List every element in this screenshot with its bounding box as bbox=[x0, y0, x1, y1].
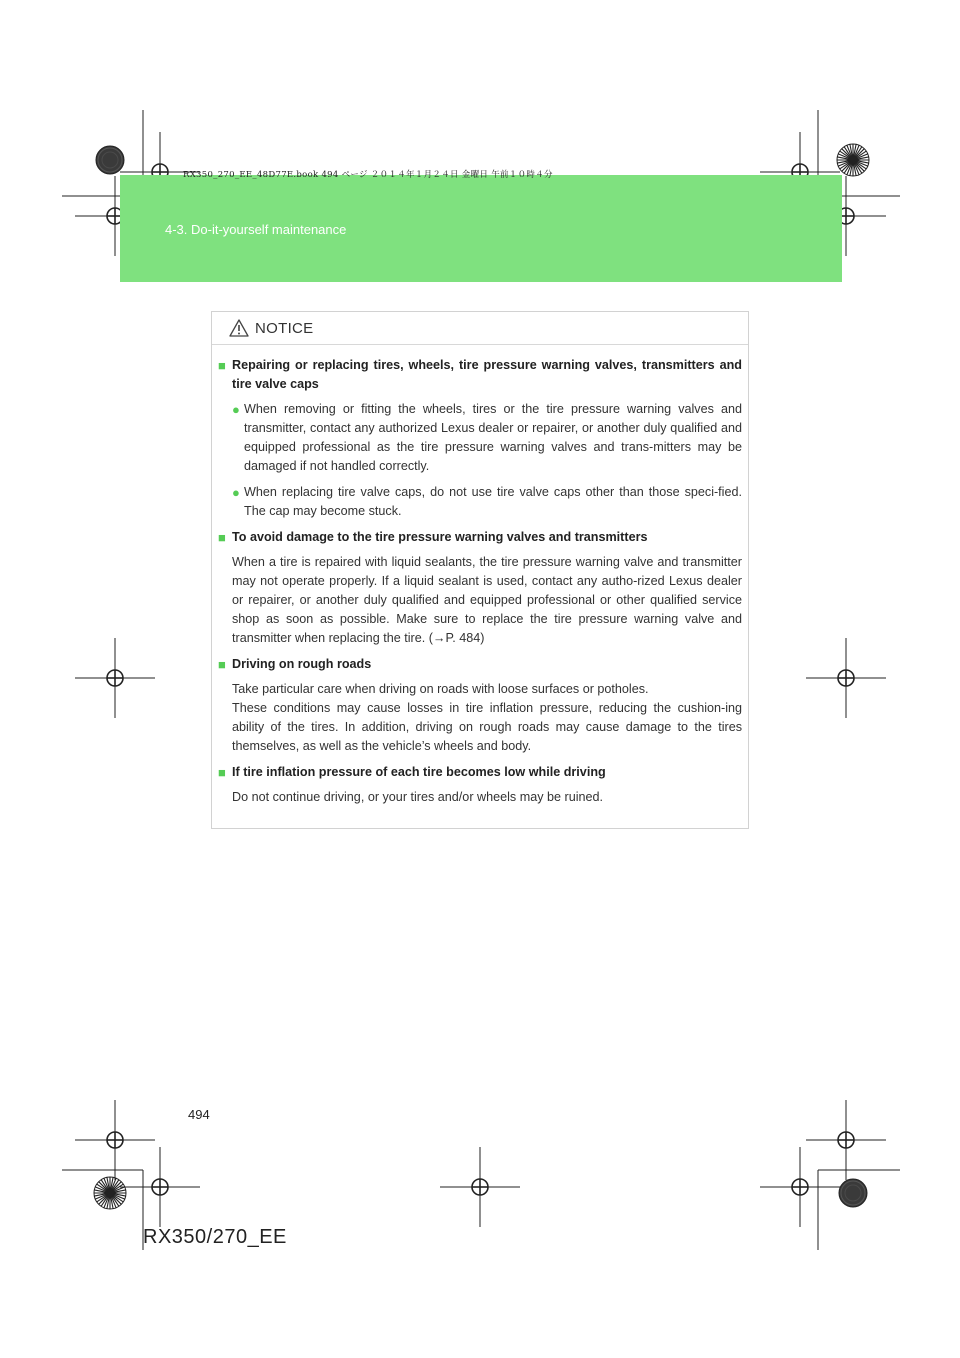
print-info: RX350_270_EE_48D77E.book 494 ページ ２０１４年１月２４日 金曜日 午前１０時４分 bbox=[183, 170, 553, 180]
bullet-text: When removing or fitting the wheels, tires or the tire pressure warning valves and transmitter, contact any authorized Lexus dealer or repairer, or another duly qualified and equipped professional as the tire pressure warning valves and trans-mitters may be damaged if not handled correctly. bbox=[244, 402, 742, 473]
section-title: 4-3. Do-it-yourself maintenance bbox=[165, 222, 347, 237]
page-number: 494 bbox=[188, 1107, 210, 1122]
model-name: RX350/270_EE bbox=[143, 1226, 287, 1248]
square-bullet-icon: ■ bbox=[218, 657, 226, 672]
circle-bullet-icon: ● bbox=[232, 402, 240, 417]
notice-section bbox=[218, 763, 742, 807]
notice-box bbox=[211, 311, 749, 829]
section-text: Do not continue driving, or your tires and/or wheels may be ruined. bbox=[232, 790, 604, 804]
notice-content bbox=[218, 356, 742, 814]
circle-bullet-icon: ● bbox=[232, 485, 240, 500]
divider bbox=[212, 344, 748, 345]
section-text: When a tire is repaired with liquid sealants, the tire pressure warning valve and transmitter may not operate properly. If a liquid sealant is used, contact any autho-rized Lexus dealer or repairer, or another duly qualified and equipped professional or other qualified service shop as soon as possible. Make sure to replace the tire pressure warning valve and transmitter when replacing the tire. (→P. 484) bbox=[232, 555, 742, 645]
section-text: Take particular care when driving on roads with loose surfaces or potholes. bbox=[232, 682, 649, 696]
square-bullet-icon: ■ bbox=[218, 765, 226, 780]
square-bullet-icon: ■ bbox=[218, 530, 226, 545]
section-heading: Repairing or replacing tires, wheels, tire pressure warning valves, transmitters and tire valve caps bbox=[232, 358, 742, 391]
notice-section bbox=[218, 528, 742, 648]
notice-label: NOTICE bbox=[255, 319, 314, 337]
notice-section bbox=[218, 655, 742, 756]
section-heading: To avoid damage to the tire pressure warning valves and transmitters bbox=[232, 530, 648, 544]
bullet-item bbox=[218, 483, 742, 521]
square-bullet-icon: ■ bbox=[218, 358, 226, 373]
notice-header bbox=[229, 319, 313, 337]
bullet-text: When replacing tire valve caps, do not use tire valve caps other than those speci-fied. The cap may become stuck. bbox=[244, 485, 742, 518]
notice-section bbox=[218, 356, 742, 521]
section-text: These conditions may cause losses in tire inflation pressure, reducing the cushion-ing ability of the tires. In addition, driving on rough roads may cause damage to the tires themselves, as well as the vehicle’s wheels and body. bbox=[232, 701, 742, 753]
section-heading: Driving on rough roads bbox=[232, 657, 372, 671]
section-heading: If tire inflation pressure of each tire becomes low while driving bbox=[232, 765, 606, 779]
bullet-item bbox=[218, 400, 742, 476]
warning-triangle-icon bbox=[229, 319, 249, 337]
